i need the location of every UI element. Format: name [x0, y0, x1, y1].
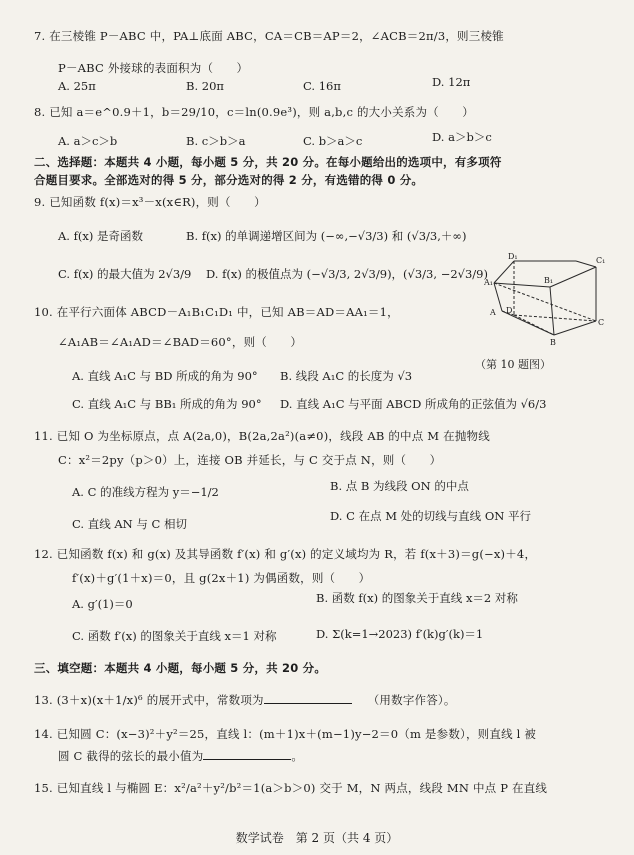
q8-option-b: B. c＞b＞a [186, 134, 246, 148]
fig-label-b: B [550, 338, 556, 347]
fig-label-c1: C₁ [596, 256, 606, 265]
q10-figure-caption: （第 10 题图） [475, 358, 551, 371]
q11-option-a: A. C 的准线方程为 y＝−1/2 [72, 485, 219, 499]
q10-line2: ∠A₁AB＝∠A₁AD＝∠BAD＝60°，则（ ） [58, 335, 303, 349]
q14-text: 圆 C 截得的弦长的最小值为 [58, 749, 204, 763]
q7-option-b: B. 20π [186, 79, 224, 93]
q11-line2: C：x²＝2py（p＞0）上，连接 OB 并延长，与 C 交于点 N，则（ ） [58, 453, 442, 467]
fig-label-d1: D₁ [508, 253, 518, 261]
q10-option-d: D. 直线 A₁C 与平面 ABCD 所成角的正弦值为 √6/3 [280, 397, 547, 411]
q7-option-d: D. 12π [432, 75, 471, 89]
q10-parallelepiped-figure [484, 253, 624, 353]
page-footer: 数学试卷 第 2 页（共 4 页） [235, 831, 399, 845]
section2-heading-line2: 合题目要求。全部选对的得 5 分，部分选对的得 2 分，有选错的得 0 分。 [34, 173, 424, 187]
q7-line2: P－ABC 外接球的表面积为（ ） [58, 61, 249, 75]
section2-heading-line1: 二、选择题：本题共 4 小题，每小题 5 分，共 20 分。在每小题给出的选项中，有多项符 [34, 155, 502, 169]
q12-option-b: B. 函数 f(x) 的图象关于直线 x＝2 对称 [316, 591, 518, 605]
q11-line1: 11. 已知 O 为坐标原点，点 A(2a,0)，B(2a,2a²)(a≠0)，线段 AB 的中点 M 在抛物线 [34, 429, 490, 443]
q7-option-c: C. 16π [303, 79, 341, 93]
q9-option-b: B. f(x) 的单调递增区间为 (−∞,−√3/3) 和 (√3/3,＋∞) [186, 229, 467, 243]
q14-line1: 14. 已知圆 C：(x−3)²＋y²＝25，直线 l：(m＋1)x＋(m−1)y−2＝0（m 是参数），则直线 l 被 [34, 727, 537, 741]
section3-heading: 三、填空题：本题共 4 小题，每小题 5 分，共 20 分。 [34, 661, 327, 675]
q12-option-d: D. Σ(k=1→2023) f′(k)g′(k)＝1 [316, 627, 484, 641]
q14-suffix: 。 [291, 749, 304, 763]
q7-option-a: A. 25π [58, 79, 96, 93]
q12-option-c: C. 函数 f′(x) 的图象关于直线 x＝1 对称 [72, 629, 277, 643]
q10-option-a: A. 直线 A₁C 与 BD 所成的角为 90° [72, 369, 258, 383]
q9-option-a: A. f(x) 是奇函数 [58, 229, 143, 243]
q8-option-d: D. a＞b＞c [432, 130, 492, 144]
q8-option-a: A. a＞c＞b [58, 134, 118, 148]
q9-line1: 9. 已知函数 f(x)＝x³－x(x∈R)，则（ ） [34, 195, 266, 209]
q14-line2 [58, 748, 303, 764]
q7-line1: 7. 在三棱锥 P－ABC 中，PA⊥底面 ABC，CA＝CB＝AP＝2，∠ACB＝2π/3，则三棱锥 [34, 29, 504, 43]
q13-text: 13. (3＋x)(x＋1/x)⁶ 的展开式中，常数项为 [34, 693, 264, 707]
q11-option-b: B. 点 B 为线段 ON 的中点 [330, 479, 469, 493]
q12-line2: f′(x)＋g′(1＋x)＝0，且 g(2x＋1) 为偶函数，则（ ） [72, 571, 371, 585]
q15-line1: 15. 已知直线 l 与椭圆 E：x²/a²＋y²/b²＝1(a＞b＞0) 交于 M，N 两点，线段 MN 中点 P 在直线 [34, 781, 548, 795]
fig-label-a: A [490, 308, 496, 317]
q9-option-d: D. f(x) 的极值点为 (−√3/3, 2√3/9)，(√3/3, −2√3/9) [206, 267, 488, 281]
q8-option-c: C. b＞a＞c [303, 134, 363, 148]
q13-answer-blank[interactable] [264, 692, 352, 704]
q11-option-d: D. C 在点 M 处的切线与直线 ON 平行 [330, 509, 531, 523]
q12-option-a: A. g′(1)＝0 [72, 597, 133, 611]
q8-line1: 8. 已知 a＝e^0.9＋1，b＝29/10，c＝ln(0.9e³)，则 a,b,c 的大小关系为（ ） [34, 105, 474, 119]
q9-option-c: C. f(x) 的最大值为 2√3/9 [58, 267, 192, 281]
fig-label-b1: B₁ [544, 276, 554, 285]
q13-line [34, 692, 456, 708]
fig-label-d: D [506, 306, 513, 315]
q13-suffix: （用数字作答）。 [367, 693, 456, 707]
q10-option-c: C. 直线 A₁C 与 BB₁ 所成的角为 90° [72, 397, 262, 411]
q10-line1: 10. 在平行六面体 ABCD－A₁B₁C₁D₁ 中，已知 AB＝AD＝AA₁＝1， [34, 305, 399, 319]
fig-label-a1: A₁ [484, 278, 493, 287]
q14-answer-blank[interactable] [203, 748, 291, 760]
q11-option-c: C. 直线 AN 与 C 相切 [72, 517, 187, 531]
q12-line1: 12. 已知函数 f(x) 和 g(x) 及其导函数 f′(x) 和 g′(x) 的定义域均为 R，若 f(x＋3)＝g(−x)＋4， [34, 547, 537, 561]
q10-option-b: B. 线段 A₁C 的长度为 √3 [280, 369, 413, 383]
fig-label-c: C [598, 318, 605, 327]
